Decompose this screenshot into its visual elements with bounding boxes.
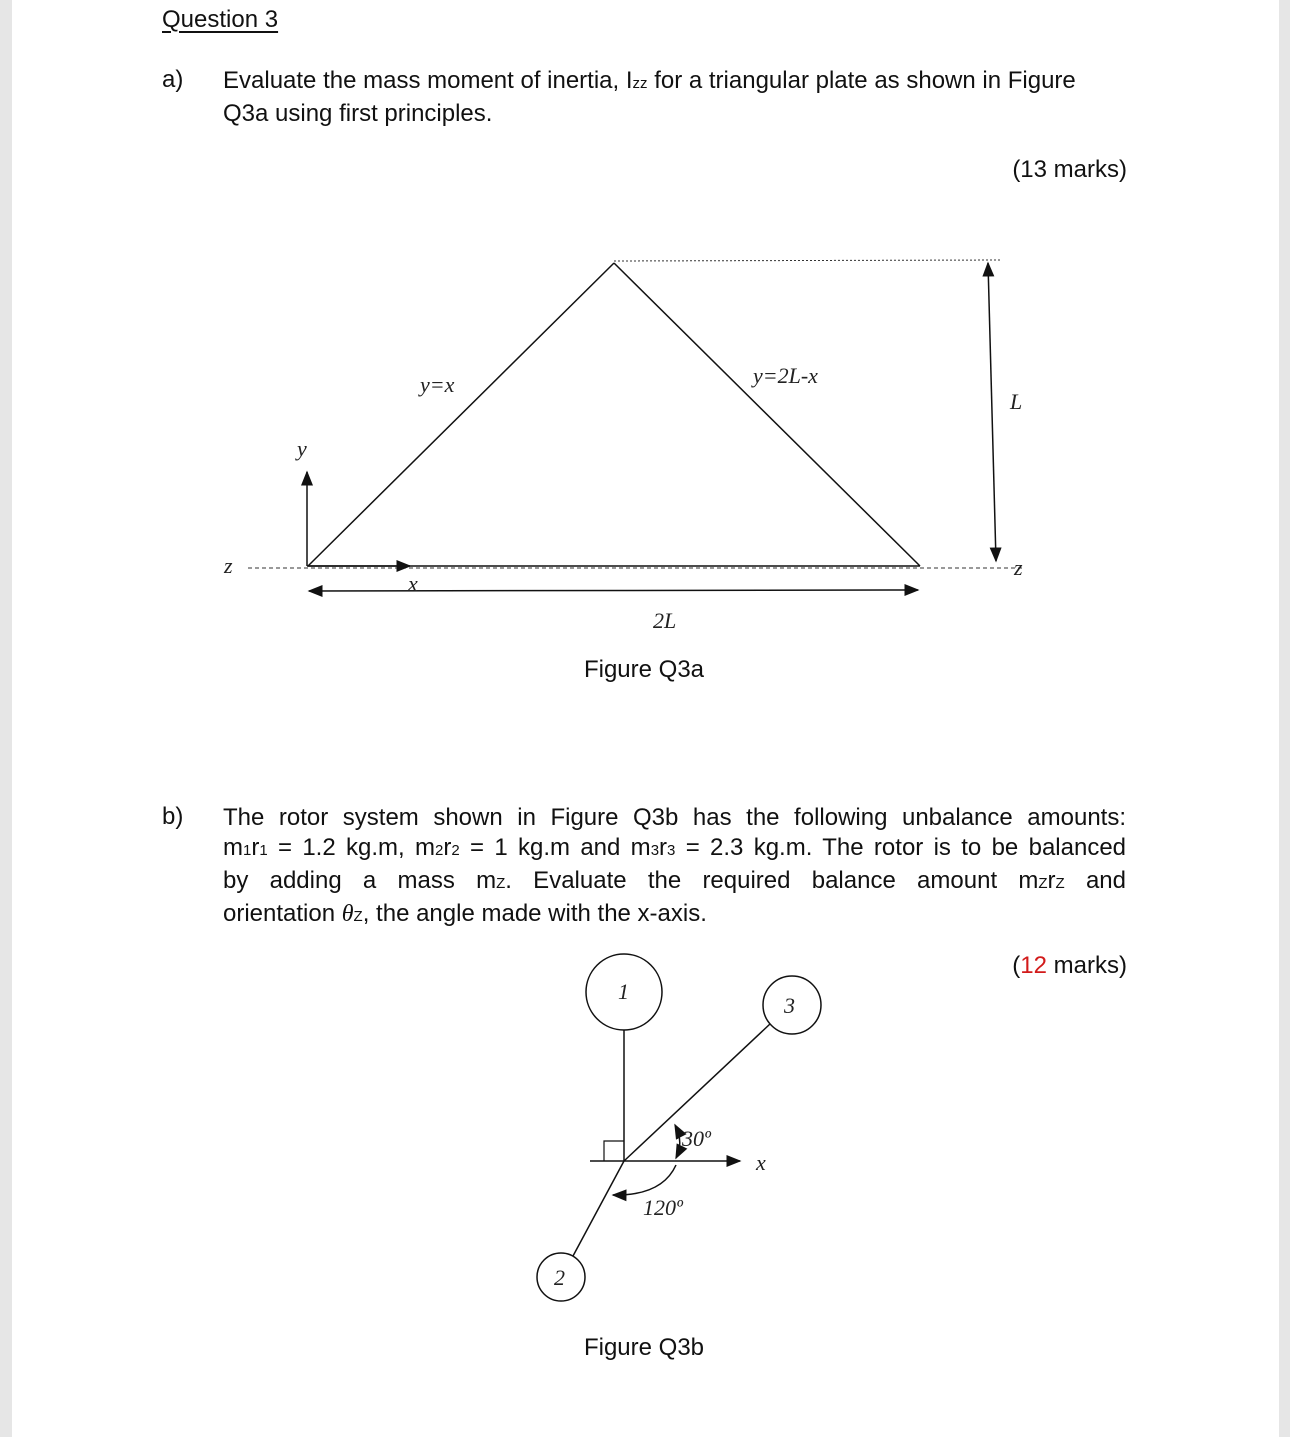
figure-q3b <box>537 954 821 1301</box>
mass-3-label: 3 <box>784 993 795 1018</box>
angle-30-label: 30º <box>682 1126 711 1151</box>
document-page <box>12 0 1279 1437</box>
part-b-label: b) <box>162 803 184 830</box>
part-b-text <box>223 803 1126 932</box>
part-a-text-line2: Q3a using first principles. <box>223 100 493 127</box>
label-z-left: z <box>224 553 233 578</box>
part-a-text-line1-end: for a triangular plate as shown in Figure <box>647 67 1076 94</box>
dimension-2L-arrow <box>309 590 918 591</box>
label-x-axis: x <box>408 571 418 596</box>
right-angle-mark <box>604 1141 624 1161</box>
part-b-line4: orientation θZ, the angle made with the x-axis. <box>223 900 707 927</box>
angle-120-arc <box>613 1165 676 1195</box>
part-b-line1: The rotor system shown in Figure Q3b has the following unbalance amounts: <box>223 804 1126 831</box>
rotor-x-label: x <box>756 1150 766 1175</box>
figure-q3a-caption: Figure Q3a <box>583 656 705 683</box>
angle-120-label: 120º <box>643 1195 683 1220</box>
part-a-label: a) <box>162 66 184 93</box>
part-b-line2: m1r1 = 1.2 kg.m, m2r2 = 1 kg.m and m3r3 = 2.3 kg.m. The rotor is to be balanced <box>223 834 1127 861</box>
figure-q3b-caption: Figure Q3b <box>583 1334 705 1361</box>
mass-2-arm <box>573 1161 624 1256</box>
triangle-right-edge <box>614 263 920 566</box>
figure-q3a <box>12 0 1279 1437</box>
part-b-marks: (12 marks) <box>1012 952 1127 979</box>
label-y-eq-2L-x: y=2L-x <box>753 363 818 388</box>
label-2L: 2L <box>653 608 677 633</box>
mass-1-label: 1 <box>618 979 629 1004</box>
part-b-line3: by adding a mass mZ. Evaluate the required balance amount mZrZ and <box>223 867 1126 894</box>
label-y-axis: y <box>297 436 307 461</box>
part-a-text-line1: Evaluate the mass moment of inertia, I <box>223 67 633 94</box>
theta-symbol: θ <box>341 901 354 927</box>
mass-2-label: 2 <box>554 1265 565 1290</box>
label-z-right: z <box>1014 555 1023 580</box>
top-dotted-line <box>614 260 1002 261</box>
angle-30-arc <box>675 1125 680 1158</box>
part-a-marks: (13 marks) <box>1012 156 1127 183</box>
label-L: L <box>1010 389 1023 414</box>
izz-subscript: zz <box>632 75 648 92</box>
dimension-L-arrow <box>988 263 996 561</box>
label-y-eq-x: y=x <box>420 372 455 397</box>
question-title: Question 3 <box>162 6 279 33</box>
triangle-left-edge <box>308 263 614 566</box>
